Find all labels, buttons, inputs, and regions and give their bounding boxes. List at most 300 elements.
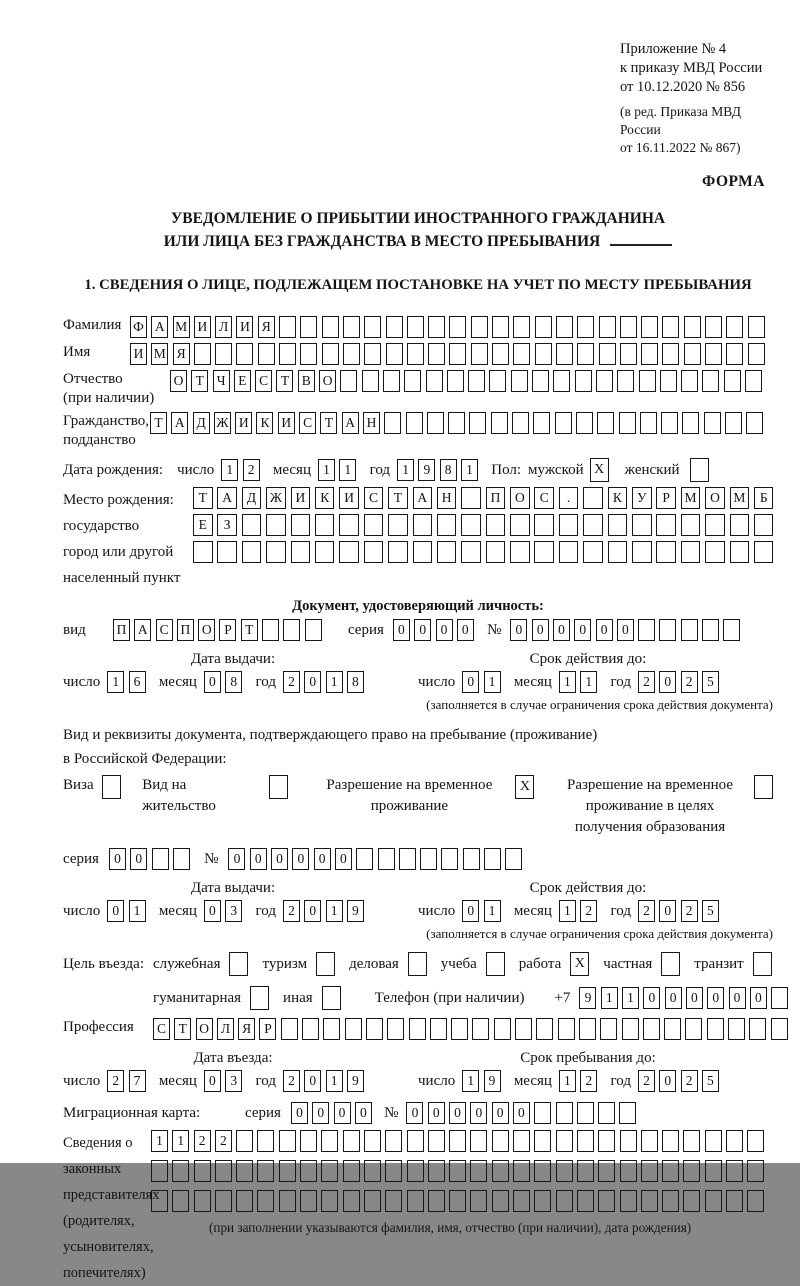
char-cell [723,619,740,641]
char-cell [257,1160,274,1182]
char-cell [513,343,530,365]
char-cell: А [151,316,168,338]
char-cell [641,1130,658,1152]
char-cell: 0 [393,619,410,641]
char-cell: Я [258,316,275,338]
char-cell [236,1160,253,1182]
char-cell [279,1160,296,1182]
char-cell: 0 [130,848,147,870]
char-cell: 1 [107,671,124,693]
char-cell [641,1190,658,1212]
char-cell: И [235,412,252,434]
residence-series-label: серия [63,850,99,867]
char-cell: 8 [347,671,364,693]
char-cell [484,848,501,870]
residence-series-boxes [109,848,194,870]
char-cell: 5 [702,900,719,922]
char-cell: 8 [440,459,457,481]
char-cell [705,1130,722,1152]
char-cell [262,619,279,641]
char-cell [494,1018,511,1040]
char-cell [702,619,719,641]
char-cell [513,1190,530,1212]
char-cell: 0 [729,987,746,1009]
char-cell: 9 [347,1070,364,1092]
temp-residence-label: Разрешение на временное проживание [326,777,493,814]
char-cell [728,1018,745,1040]
char-cell: И [194,316,211,338]
purpose-official-label: служебная [152,955,221,972]
char-cell [533,412,550,434]
char-cell [300,1190,317,1212]
annex-block [620,40,773,157]
char-cell: 3 [225,1070,242,1092]
char-cell [660,370,677,392]
char-cell: 0 [462,900,479,922]
char-cell: 0 [596,619,613,641]
char-cell: 0 [355,1102,372,1124]
char-cell [194,343,211,365]
char-cell [662,1160,679,1182]
char-cell [705,1190,722,1212]
representatives-boxes-row2 [151,1160,769,1182]
char-cell [556,1160,573,1182]
char-cell: 2 [243,459,260,481]
char-cell: 6 [129,671,146,693]
birth-year-boxes [397,459,482,481]
char-cell [619,412,636,434]
day-label: число [177,461,215,478]
char-cell [258,343,275,365]
char-cell [378,848,395,870]
char-cell: С [534,487,554,509]
char-cell [559,514,579,536]
char-cell [269,775,288,799]
char-cell [193,541,213,563]
char-cell [534,541,554,563]
char-cell: 0 [574,619,591,641]
residence-doc-intro: Вид и реквизиты документа, подтверждающего право на пребывание (проживание) в Российской Федерации: [63,727,598,767]
char-cell [250,986,269,1010]
char-cell [322,986,341,1010]
char-cell: А [342,412,359,434]
identity-doc-heading: Документ, удостоверяющий личность: [292,598,544,614]
title-line-1: УВЕДОМЛЕНИЕ О ПРИБЫТИИ ИНОСТРАННОГО ГРАЖДАНИНА [170,210,666,227]
entry-year-boxes [283,1070,368,1092]
residence-issue-year-boxes [283,900,368,922]
char-cell [315,541,335,563]
char-cell: X [590,458,609,482]
char-cell [315,514,335,536]
char-cell [681,514,701,536]
char-cell [386,316,403,338]
char-cell: Н [363,412,380,434]
char-cell [407,343,424,365]
char-cell: 1 [484,671,501,693]
char-cell: 0 [532,619,549,641]
char-cell [558,1018,575,1040]
char-cell: Т [241,619,258,641]
char-cell [534,514,554,536]
char-cell [683,1130,700,1152]
purpose-study-checkbox [486,952,505,976]
entry-date-heading: Дата въезда: [193,1050,273,1066]
char-cell [639,370,656,392]
sex-label: Пол: [491,461,522,478]
doc-number-label: № [487,621,502,638]
year-label: год [369,461,391,478]
char-cell: 0 [406,1102,423,1124]
char-cell [430,1018,447,1040]
char-cell [468,370,485,392]
char-cell [491,412,508,434]
char-cell: С [255,370,272,392]
title-blank-line [610,230,672,246]
residence-permit-label: Вид на жительство [142,777,216,814]
entry-date: число 2 7 месяц 0 3 год 2 0 1 9 [63,1070,418,1092]
char-cell [384,412,401,434]
doc-kind-label: вид [63,621,86,638]
char-cell [707,1018,724,1040]
char-cell [428,343,445,365]
char-cell [662,316,679,338]
char-cell [724,370,741,392]
char-cell: 0 [513,1102,530,1124]
char-cell: 3 [225,900,242,922]
char-cell [413,514,433,536]
stay-until-heading: Срок пребывания до: [520,1050,656,1066]
char-cell [661,412,678,434]
char-cell: 0 [659,900,676,922]
char-cell: 2 [194,1130,211,1152]
residence-number-label: № [204,850,219,867]
char-cell: 0 [335,848,352,870]
char-cell [428,1190,445,1212]
stay-day-boxes [462,1070,505,1092]
char-cell [437,514,457,536]
purpose-humanitarian-label: гуманитарная [153,989,242,1006]
char-cell [745,370,762,392]
char-cell [638,619,655,641]
char-cell [705,514,725,536]
residence-doc-dates [63,900,773,922]
char-cell [217,541,237,563]
residence-expiry-heading: Срок действия до: [529,880,647,896]
char-cell: И [278,412,295,434]
patronymic-label: Отчество (при наличии) [63,371,155,406]
char-cell [215,343,232,365]
char-cell [583,514,603,536]
char-cell: 0 [449,1102,466,1124]
char-cell: 1 [326,671,343,693]
char-cell: 0 [304,1070,321,1092]
char-cell: У [632,487,652,509]
sex-male-label: мужской [528,461,584,478]
char-cell: 0 [291,1102,308,1124]
char-cell: Я [173,343,190,365]
char-cell [754,514,774,536]
char-cell [608,541,628,563]
profession-label: Профессия [63,1019,134,1035]
char-cell [661,952,680,976]
char-cell: 9 [418,459,435,481]
expiry-note: (заполняется в случае ограничения срока действия документа) [426,697,773,712]
char-cell: 0 [304,900,321,922]
char-cell: X [515,775,534,799]
char-cell: 0 [428,1102,445,1124]
char-cell [229,952,248,976]
char-cell [556,316,573,338]
char-cell: Е [193,514,213,536]
char-cell: 0 [462,671,479,693]
annex-line: от 10.12.2020 № 856 [620,79,746,95]
entry-purpose-row1 [63,952,773,976]
char-cell: 0 [686,987,703,1009]
purpose-tourism-checkbox [316,952,335,976]
char-cell: К [315,487,335,509]
char-cell [726,343,743,365]
char-cell [632,541,652,563]
residence-expiry-note: (заполняется в случае ограничения срока действия документа) [426,926,773,941]
residence-expiry-month-boxes [559,900,602,922]
char-cell [512,412,529,434]
char-cell: П [113,619,130,641]
char-cell: 2 [638,900,655,922]
birth-place-boxes-row2 [193,514,778,536]
char-cell [640,412,657,434]
char-cell [705,316,722,338]
char-cell [754,775,773,799]
char-cell [730,541,750,563]
name-row [63,343,773,365]
annex-line: к приказу МВД России [620,60,763,76]
residence-issue-month-boxes [204,900,247,922]
char-cell [364,316,381,338]
char-cell [242,541,262,563]
citizenship-label: Гражданство, подданство [63,413,150,448]
char-cell: С [156,619,173,641]
char-cell [279,1130,296,1152]
char-cell [242,514,262,536]
issue-date-heading: Дата выдачи: [190,651,276,667]
char-cell: О [170,370,187,392]
char-cell: Т [191,370,208,392]
char-cell [469,412,486,434]
option-visa [63,775,121,799]
char-cell [486,514,506,536]
citizenship-row [63,412,773,450]
char-cell: С [364,487,384,509]
char-cell: 0 [304,671,321,693]
char-cell [600,1018,617,1040]
char-cell: С [299,412,316,434]
char-cell [553,370,570,392]
char-cell [534,1190,551,1212]
char-cell [656,514,676,536]
char-cell [534,1160,551,1182]
doc-series-label: серия [347,621,384,638]
char-cell [291,541,311,563]
doc-series-boxes [393,619,478,641]
char-cell [705,1160,722,1182]
char-cell: 1 [129,900,146,922]
char-cell [407,1190,424,1212]
char-cell: 1 [339,459,356,481]
birth-place-boxes-row3 [193,541,778,563]
char-cell [321,1160,338,1182]
char-cell [356,848,373,870]
char-cell: Р [219,619,236,641]
residence-issue-heading: Дата выдачи: [190,880,276,896]
char-cell: К [256,412,273,434]
char-cell [283,619,300,641]
char-cell [748,316,765,338]
char-cell [406,412,423,434]
char-cell [771,1018,788,1040]
char-cell: 1 [318,459,335,481]
char-cell: 9 [347,900,364,922]
char-cell [407,1160,424,1182]
char-cell [364,1160,381,1182]
char-cell: 1 [221,459,238,481]
char-cell: 2 [283,1070,300,1092]
purpose-work-label: работа [518,955,562,972]
char-cell: В [298,370,315,392]
char-cell [461,541,481,563]
char-cell [662,1190,679,1212]
char-cell [102,775,121,799]
char-cell [305,619,322,641]
char-cell [620,1190,637,1212]
char-cell: 2 [580,1070,597,1092]
char-cell [608,514,628,536]
annex-line: Приложение № 4 [620,41,727,57]
char-cell: Р [656,487,676,509]
char-cell [705,343,722,365]
char-cell [281,1018,298,1040]
char-cell [463,848,480,870]
char-cell [532,370,549,392]
char-cell [489,370,506,392]
char-cell: И [291,487,311,509]
char-cell [681,370,698,392]
entry-purpose-row2 [153,986,773,1010]
char-cell [486,952,505,976]
char-cell: 0 [510,619,527,641]
birth-day-boxes [221,459,264,481]
char-cell [364,343,381,365]
char-cell: Я [238,1018,255,1040]
visa-checkbox [102,775,121,799]
char-cell [420,848,437,870]
char-cell [598,1190,615,1212]
char-cell: М [681,487,701,509]
char-cell: 2 [107,1070,124,1092]
char-cell: Д [193,412,210,434]
char-cell [364,1130,381,1152]
char-cell [236,1190,253,1212]
char-cell [726,316,743,338]
temp-education-label: Разрешение на временное проживание в целях получения образования [567,777,733,835]
char-cell: З [217,514,237,536]
char-cell [194,1160,211,1182]
char-cell: 0 [204,900,221,922]
char-cell: 0 [492,1102,509,1124]
char-cell [726,1190,743,1212]
title-line-2: ИЛИ ЛИЦА БЕЗ ГРАЖДАНСТВА В МЕСТО ПРЕБЫВАНИЯ [63,230,773,253]
purpose-tourism-label: туризм [262,955,308,972]
birth-place-row [63,487,773,591]
char-cell [704,412,721,434]
char-cell [448,412,465,434]
char-cell [598,1130,615,1152]
char-cell [622,1018,639,1040]
char-cell [513,1130,530,1152]
profession-boxes [153,1018,792,1040]
char-cell [451,1018,468,1040]
temp-education-checkbox [754,775,773,799]
char-cell: И [339,487,359,509]
char-cell [461,514,481,536]
char-cell: М [173,316,190,338]
residence-doc-options [63,775,773,838]
char-cell [598,1102,615,1124]
char-cell: 0 [334,1102,351,1124]
patronymic-boxes [170,370,766,392]
char-cell [510,514,530,536]
annex-note-line: от 16.11.2022 № 867) [620,140,741,155]
char-cell [215,1190,232,1212]
migration-number-boxes [406,1102,640,1124]
char-cell: М [151,343,168,365]
sex-female-label: женский [624,461,680,478]
document-title [63,207,773,253]
char-cell [556,1190,573,1212]
char-cell [152,848,169,870]
char-cell: 2 [638,1070,655,1092]
char-cell [266,514,286,536]
char-cell: 0 [204,671,221,693]
char-cell [345,1018,362,1040]
residence-permit-checkbox [269,775,288,799]
char-cell: 2 [215,1130,232,1152]
char-cell [620,316,637,338]
char-cell: 2 [681,1070,698,1092]
char-cell [236,1130,253,1152]
char-cell: 0 [271,848,288,870]
char-cell [300,1160,317,1182]
char-cell: 0 [436,619,453,641]
birth-place-boxes [193,487,778,563]
purpose-transit-checkbox [753,952,772,976]
char-cell [555,412,572,434]
char-cell [659,619,676,641]
char-cell [470,1130,487,1152]
char-cell [577,1130,594,1152]
section1-heading: 1. СВЕДЕНИЯ О ЛИЦЕ, ПОДЛЕЖАЩЕМ ПОСТАНОВКЕ НА УЧЕТ ПО МЕСТУ ПРЕБЫВАНИЯ [84,277,752,293]
char-cell: 5 [702,1070,719,1092]
char-cell [343,1130,360,1152]
char-cell: Л [215,316,232,338]
phone-boxes [579,987,792,1009]
char-cell [753,952,772,976]
identity-doc-row [63,619,773,641]
char-cell [559,541,579,563]
char-cell [641,1160,658,1182]
char-cell [576,412,593,434]
char-cell [404,370,421,392]
char-cell [515,1018,532,1040]
